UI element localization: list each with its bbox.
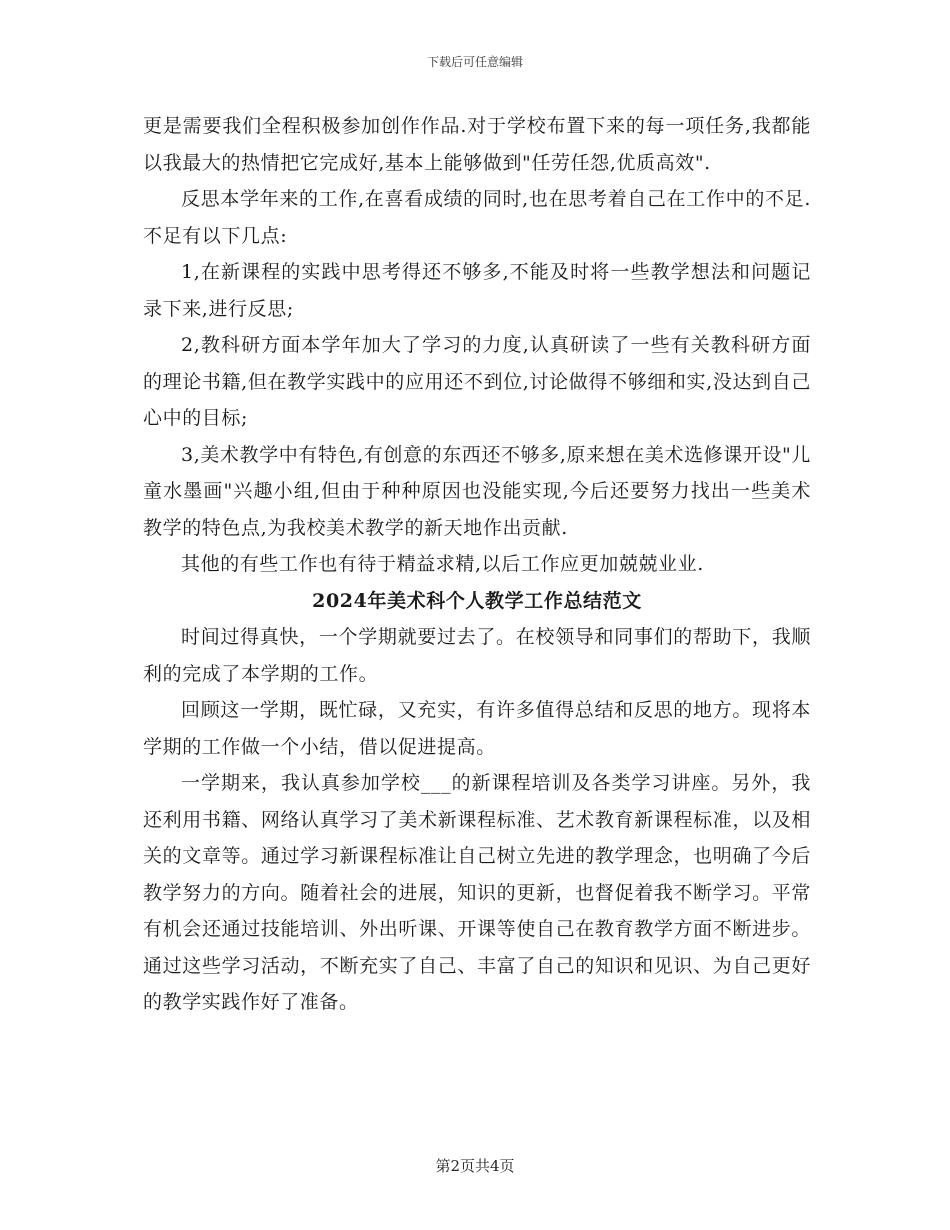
paragraph-continuation: 更是需要我们全程积极参加创作作品.对于学校布置下来的每一项任务,我都能以我最大的热情把它完成好,基本上能够做到"任劳任怨,优质高效".	[143, 115, 811, 174]
paragraph-intro: 时间过得真快，一个学期就要过去了。在校领导和同事们的帮助下，我顺利的完成了本学期的工作。	[143, 626, 811, 685]
paragraph-learning: 一学期来，我认真参加学校___的新课程培训及各类学习讲座。另外，我还利用书籍、网络认真学习了美术新课程标准、艺术教育新课程标准，以及相关的文章等。通过学习新课程标准让自己树立先进的教学理念，也明确了今后教学努力的方向。随着社会的进展，知识的更新，也督促着我不断学习。平常有机会还通过技能培训、外出听课、开课等使自己在教育教学方面不断进步。通过这些学习活动，不断充实了自己、丰富了自己的知识和见识、为自己更好的教学实践作好了准备。	[143, 772, 811, 1013]
paragraph-reflection: 反思本学年来的工作,在喜看成绩的同时,也在思考着自己在工作中的不足.不足有以下几点:	[143, 188, 811, 247]
paragraph-point-3: 3,美术教学中有特色,有创意的东西还不够多,原来想在美术选修课开设"儿童水墨画"兴趣小组,但由于种种原因也没能实现,今后还要努力找出一些美术教学的特色点,为我校美术教学的新天地作出贡献.	[143, 443, 811, 539]
paragraph-review: 回顾这一学期，既忙碌，又充实，有许多值得总结和反思的地方。现将本学期的工作做一个小结，借以促进提高。	[143, 699, 811, 758]
paragraph-point-1: 1,在新课程的实践中思考得还不够多,不能及时将一些教学想法和问题记录下来,进行反思;	[143, 261, 811, 320]
paragraph-point-2: 2,教科研方面本学年加大了学习的力度,认真研读了一些有关教科研方面的理论书籍,但在教学实践中的应用还不到位,讨论做得不够细和实,没达到自己心中的目标;	[143, 334, 811, 429]
section-title: 2024年美术科个人教学工作总结范文	[312, 589, 642, 612]
page-indicator: 第2页共4页	[435, 1157, 515, 1175]
document-body	[143, 108, 811, 1021]
header-note: 下载后可任意编辑	[426, 55, 523, 69]
paragraph-closing: 其他的有些工作也有待于精益求精,以后工作应更加兢兢业业.	[181, 553, 704, 575]
